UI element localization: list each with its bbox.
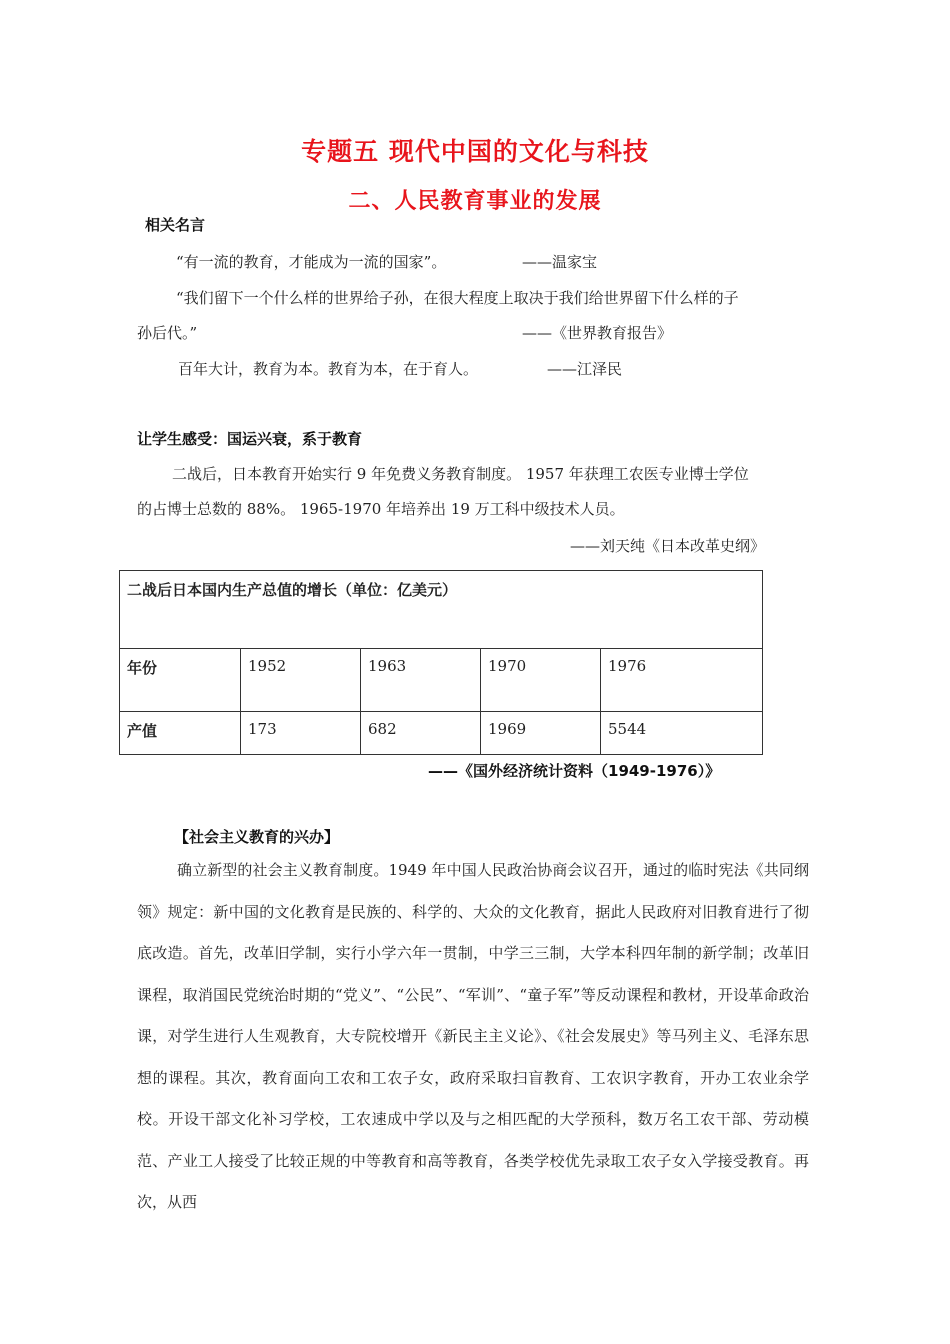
table-cell-year: 1976 [601,649,763,712]
table-cell-year: 1970 [481,649,601,712]
quote-2-source: ——《世界教育报告》 [522,324,673,342]
table-row-years [120,649,763,712]
table-cell-value: 682 [361,712,481,755]
page-title: 专题五 现代中国的文化与科技 [301,137,649,166]
feel-text-line2: 的占博士总数的 88%。 1965-1970 年培养出 19 万工科中级技术人员。 [137,500,625,518]
gdp-table [119,570,763,755]
quote-2-text-line2: 孙后代。” [137,324,198,342]
value-label: 产值 [120,712,241,755]
table-cell-value: 1969 [481,712,601,755]
section-heading: 【社会主义教育的兴办】 [174,828,340,846]
feel-text-line1: 二战后，日本教育开始实行 9 年免费义务教育制度。 1957 年获理工农医专业博士学位 [172,465,749,483]
year-label: 年份 [120,649,241,712]
feel-label: 让学生感受：国运兴衰，系于教育 [137,430,363,448]
feel-source: ——刘天纯《日本改革史纲》 [570,537,766,555]
quote-1-source: ——温家宝 [522,253,598,271]
table-cell-value: 173 [241,712,361,755]
quote-3-source: ——江泽民 [547,360,623,378]
section-paragraph: 确立新型的社会主义教育制度。1949 年中国人民政治协商会议召开，通过的临时宪法《共同纲领》规定：新中国的文化教育是民族的、科学的、大众的文化教育，据此人民政府对旧教育进行了彻底改造。首先，改革旧学制，实行小学六年一贯制，中学三三制，大学本科四年制的新学制；改革旧课程，取消国民党统治时期的“党义”、“公民”、“军训”、“童子军”等反动课程和教材，开设革命政治课，对学生进行人生观教育，大专院校增开《新民主主义论》、《社会发展史》等马列主义、毛泽东思想的课程。其次，教育面向工农和工农子女，政府采取扫盲教育、工农识字教育，开办工农业余学校。开设干部文化补习学校，工农速成中学以及与之相匹配的大学预科，数万名工农干部、劳动模范、产业工人接受了比较正规的中等教育和高等教育，各类学校优先录取工农子女入学接受教育。再次，从西 [137,861,809,1211]
table-cell-year: 1963 [361,649,481,712]
quotes-label: 相关名言 [145,216,206,234]
quote-2-text-line1: “我们留下一个什么样的世界给子孙，在很大程度上取决于我们给世界留下什么样的子 [176,289,739,307]
table-cell-year: 1952 [241,649,361,712]
table-cell-value: 5544 [601,712,763,755]
quote-1-text: “有一流的教育，才能成为一流的国家”。 [176,253,447,271]
page-subtitle: 二、人民教育事业的发展 [348,189,602,214]
table-row-values [120,712,763,755]
quote-3-text: 百年大计，教育为本。教育为本，在于育人。 [178,360,479,378]
table-source: ——《国外经济统计资料（1949-1976）》 [428,762,721,780]
table-caption: 二战后日本国内生产总值的增长（单位：亿美元） [120,571,763,649]
table-caption-row [120,571,763,649]
